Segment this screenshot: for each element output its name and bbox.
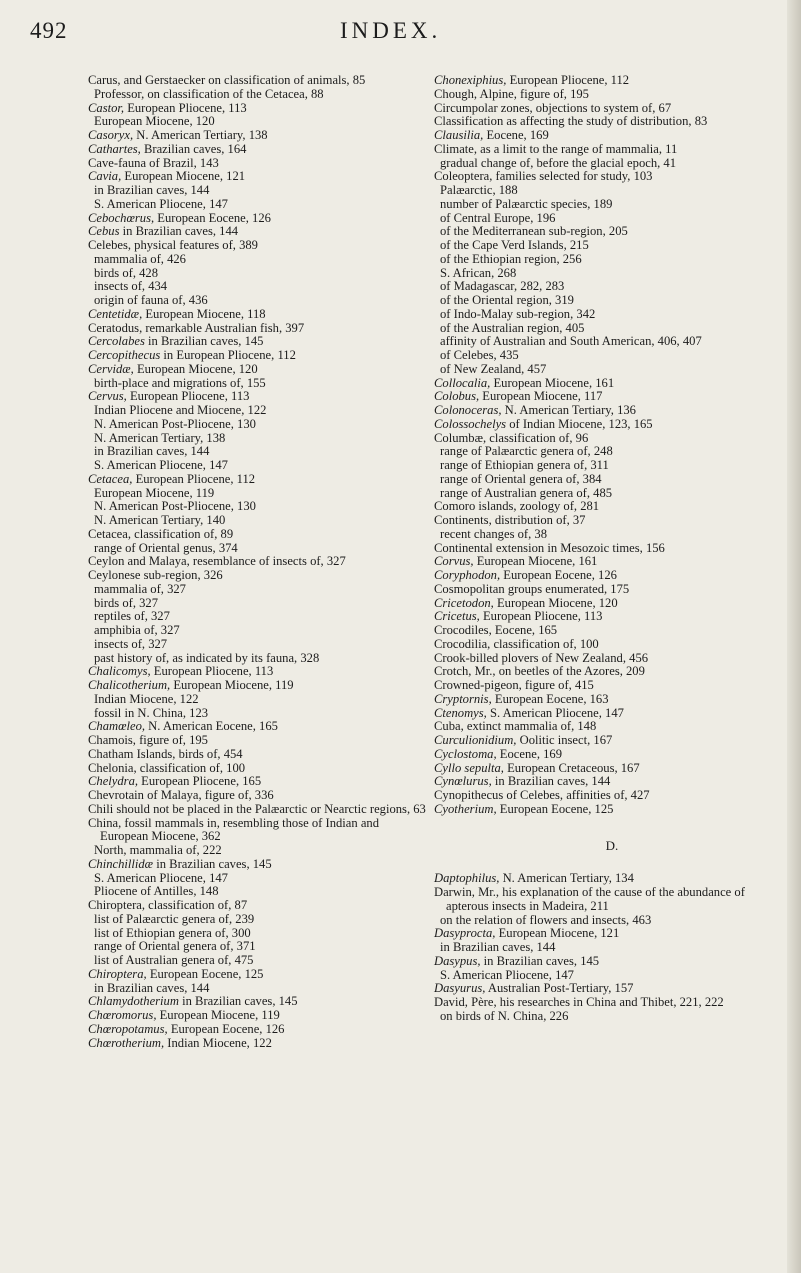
index-entry: Classification as affecting the study of distribution, 83	[434, 114, 708, 129]
index-entry	[88, 349, 428, 363]
index-entry	[88, 335, 428, 349]
index-entry: Indian Miocene, 122	[94, 691, 199, 706]
index-entry-detail: N. American Tertiary, 134	[499, 871, 634, 886]
index-entry-term: Cetacea,	[88, 471, 133, 486]
index-entry-term: Dasyurus,	[434, 981, 486, 996]
index-entry	[88, 212, 428, 226]
index-entry: David, Père, his researches in China and Thibet, 221, 222	[434, 995, 724, 1009]
index-entry	[434, 927, 790, 941]
index-entry: Continents, distribution of, 37	[434, 513, 586, 527]
index-entry	[434, 955, 790, 969]
index-entry: range of Oriental genera of, 384	[440, 471, 602, 486]
index-entry: of the Australian region, 405	[440, 320, 585, 335]
index-entry-detail: European Pliocene, 113	[479, 609, 603, 624]
index-entry: range of Ethiopian genera of, 311	[440, 458, 609, 472]
index-entry-term: Chalicotherium,	[88, 678, 171, 692]
index-entry: on birds of N. China, 226	[440, 1008, 569, 1023]
index-entry-term: Chœropotamus,	[88, 1021, 168, 1036]
page-number: 492	[30, 18, 68, 43]
index-entry-detail: European Eocene, 125	[146, 966, 264, 981]
index-entry-detail: in Brazilian caves, 145	[480, 953, 600, 968]
index-entry-detail: N. American Eocene, 165	[145, 719, 278, 734]
index-entry	[88, 679, 428, 693]
index-entry	[434, 129, 790, 143]
index-entries-c	[434, 74, 790, 817]
index-entries-d	[434, 872, 790, 1023]
index-entry	[88, 720, 428, 734]
index-entry: in Brazilian caves, 144	[440, 940, 556, 954]
index-entry-detail: European Eocene, 163	[491, 691, 609, 706]
index-entry-detail: Eocene, 169	[483, 128, 549, 142]
index-entry	[88, 968, 428, 982]
index-entry: Carus, and Gerstaecker on classification of animals, 85	[88, 73, 366, 87]
index-entry	[434, 693, 790, 707]
index-entry-detail: European Miocene, 119	[156, 1008, 280, 1022]
index-entry-term: Chelydra,	[88, 774, 139, 789]
index-entry: Ceylon and Malaya, resemblance of insects of, 327	[88, 554, 346, 569]
index-entry: reptiles of, 327	[94, 609, 170, 624]
index-entry-term: Chamœleo,	[88, 719, 146, 734]
index-entry: European Miocene, 119	[94, 485, 215, 500]
index-entry-detail: in Brazilian caves, 145	[153, 856, 272, 871]
index-entry	[434, 404, 790, 418]
index-entry-term: Collocalia,	[434, 375, 491, 390]
index-entry-detail: in Brazilian caves, 144	[119, 224, 239, 239]
index-entry	[88, 308, 428, 322]
index-entry-detail: in Brazilian caves, 145	[178, 994, 298, 1009]
index-entry-term: Dasyprocta,	[434, 926, 496, 941]
index-entry: amphibia of, 327	[94, 623, 180, 637]
index-entry: China, fossil mammals in, resembling those of Indian and European Miocene, 362	[88, 815, 380, 844]
index-entry-detail: in Brazilian caves, 145	[144, 334, 264, 349]
index-entry-term: Chiroptera,	[88, 966, 147, 981]
index-entry-detail: Australian Post-Tertiary, 157	[485, 981, 634, 996]
index-entry: range of Oriental genus, 374	[94, 540, 238, 555]
index-entry-detail: in European Pliocene, 112	[160, 348, 296, 362]
index-column-left	[88, 74, 428, 1050]
index-entry: Continental extension in Mesozoic times, 156	[434, 540, 665, 555]
index-entry	[88, 665, 428, 679]
index-entry-detail: European Cretaceous, 167	[503, 760, 640, 775]
index-entry: Climate, as a limit to the range of mammalia, 11	[434, 141, 678, 156]
index-entry-detail: European Eocene, 126	[154, 210, 271, 225]
index-entry-detail: European Pliocene, 165	[138, 774, 262, 789]
index-entry-term: Cyclostoma,	[434, 746, 497, 761]
index-entry: Chelonia, classification of, 100	[88, 760, 246, 775]
index-entry-detail: European Miocene, 161	[473, 554, 598, 569]
index-entry: Chevrotain of Malaya, figure of, 336	[88, 788, 274, 802]
index-entry: European Miocene, 120	[94, 114, 215, 129]
index-entry-detail: European Miocene, 121	[495, 926, 620, 941]
index-entry-term: Cryptornis,	[434, 691, 492, 706]
index-entry: of the Oriental region, 319	[440, 293, 574, 307]
index-entry	[88, 363, 428, 377]
index-entry	[88, 225, 428, 239]
index-entry-detail: European Eocene, 126	[167, 1021, 285, 1036]
index-entry-detail: European Pliocene, 113	[124, 100, 247, 115]
index-entry: Cynopithecus of Celebes, affinities of, 427	[434, 788, 650, 802]
index-entry-term: Castor,	[88, 100, 125, 115]
index-entry: of Central Europe, 196	[440, 210, 556, 225]
index-entry: birth-place and migrations of, 155	[94, 375, 266, 390]
index-entry-term: Cricetus,	[434, 609, 480, 624]
index-entry: range of Australian genera of, 485	[440, 485, 613, 500]
index-entry	[434, 872, 790, 886]
index-entry: Pliocene of Antilles, 148	[94, 884, 219, 899]
index-entry: origin of fauna of, 436	[94, 293, 208, 307]
index-entry-term: Cyotherium,	[434, 801, 497, 816]
index-entry-detail: Eocene, 169	[496, 746, 563, 761]
index-entry-detail: European Miocene, 120	[133, 361, 258, 376]
index-entry-term: Chlamydotherium	[88, 994, 179, 1009]
index-entry: Cuba, extinct mammalia of, 148	[434, 719, 597, 734]
index-entry: of Celebes, 435	[440, 348, 519, 362]
index-entry: Crocodiles, Eocene, 165	[434, 623, 558, 637]
index-entry-term: Cavia,	[88, 169, 122, 184]
index-entry: of Madagascar, 282, 283	[440, 279, 565, 294]
index-entry: Chili should not be placed in the Palæarctic or Nearctic regions, 63	[88, 801, 426, 816]
index-entry: Chiroptera, classification of, 87	[88, 898, 248, 912]
index-entry-detail: European Miocene, 120	[493, 595, 618, 610]
index-entry	[434, 597, 790, 611]
index-entry-term: Colobus,	[434, 389, 480, 404]
index-entry-term: Cebochœrus,	[88, 210, 155, 225]
index-entry: Professor, on classification of the Cetacea, 88	[94, 86, 324, 101]
index-entry-detail: Indian Miocene, 122	[164, 1035, 272, 1050]
index-entry: affinity of Australian and South American, 406, 407	[440, 334, 702, 349]
index-entry: range of Palæarctic genera of, 248	[440, 444, 613, 459]
index-entry: Chough, Alpine, figure of, 195	[434, 86, 589, 101]
page-header	[0, 18, 801, 48]
index-entry	[88, 858, 428, 872]
index-entry-term: Coryphodon,	[434, 568, 501, 582]
index-entry-term: Daptophilus,	[434, 871, 500, 886]
index-entry-term: Chinchillidæ	[88, 856, 154, 871]
index-entry-detail: European Pliocene, 112	[132, 471, 256, 486]
section-letter-d: D.	[605, 837, 619, 853]
index-entry-detail: N. American Tertiary, 136	[501, 403, 636, 417]
index-entry: insects of, 327	[94, 636, 168, 651]
index-entry: N. American Tertiary, 140	[94, 513, 226, 527]
index-entry: Darwin, Mr., his explanation of the cause of the abundance of apterous insects in Madeira, 211	[434, 885, 745, 913]
index-entry	[434, 775, 790, 789]
index-entry: on the relation of flowers and insects, 463	[440, 912, 652, 927]
index-entry: past history of, as indicated by its fauna, 328	[94, 650, 320, 665]
running-head: INDEX.	[340, 18, 442, 43]
index-entry-detail: N. American Tertiary, 138	[133, 128, 268, 142]
index-entry-detail: European Eocene, 125	[496, 801, 614, 816]
index-entry: list of Palæarctic genera of, 239	[94, 911, 255, 926]
index-entry-detail: European Eocene, 126	[500, 568, 617, 582]
index-entry	[88, 170, 428, 184]
index-entry	[434, 377, 790, 391]
index-entry	[434, 762, 790, 776]
index-entry: range of Oriental genera of, 371	[94, 939, 256, 954]
index-entry-term: Cervus,	[88, 389, 127, 404]
index-entry: fossil in N. China, 123	[94, 705, 209, 720]
index-entry-detail: S. American Pliocene, 147	[486, 705, 624, 720]
index-entry-term: Curculionidium,	[434, 733, 517, 747]
index-entry-detail: European Miocene, 121	[121, 169, 246, 184]
index-entry: Circumpolar zones, objections to system of, 67	[434, 100, 672, 115]
index-entry	[434, 803, 790, 817]
index-entry: Indian Pliocene and Miocene, 122	[94, 403, 267, 417]
index-entry-term: Cervidæ,	[88, 361, 134, 376]
index-entry: S. American Pliocene, 147	[94, 458, 228, 472]
index-entry-term: Cebus	[88, 224, 120, 239]
index-entry: number of Palæarctic species, 189	[440, 196, 613, 211]
index-entry-detail: European Pliocene, 112	[506, 73, 630, 87]
index-entry-term: Cyllo sepulta,	[434, 760, 504, 775]
index-entry: N. American Tertiary, 138	[94, 430, 226, 445]
index-entry-detail: European Miocene, 119	[170, 678, 294, 692]
index-entry: birds of, 428	[94, 265, 159, 280]
index-column-right	[434, 74, 790, 1024]
index-entry	[88, 1037, 428, 1051]
index-entry: of the Ethiopian region, 256	[440, 251, 582, 266]
index-entry: in Brazilian caves, 144	[94, 183, 210, 197]
index-entry: Coleoptera, families selected for study, 103	[434, 169, 653, 184]
index-entry: gradual change of, before the glacial epoch, 41	[440, 155, 677, 170]
index-entry: S. American Pliocene, 147	[440, 967, 574, 982]
index-entry-detail: European Miocene, 118	[142, 306, 266, 321]
index-entry-term: Centetidæ,	[88, 306, 143, 321]
index-entry: Cetacea, classification of, 89	[88, 526, 234, 541]
index-entry: Crocodilia, classification of, 100	[434, 636, 599, 651]
index-entry-term: Cathartes,	[88, 141, 141, 156]
index-entry-detail: Oolitic insect, 167	[516, 733, 613, 747]
index-entry	[434, 610, 790, 624]
index-entry: Cosmopolitan groups enumerated, 175	[434, 581, 630, 596]
index-entry: Ceratodus, remarkable Australian fish, 397	[88, 320, 305, 335]
index-entry	[88, 1009, 428, 1023]
index-entry: list of Ethiopian genera of, 300	[94, 925, 251, 940]
index-entry-detail: of Indian Miocene, 123, 165	[506, 416, 653, 431]
index-entry: Chamois, figure of, 195	[88, 733, 208, 747]
index-entry	[434, 74, 790, 88]
index-entry-term: Chœrotherium,	[88, 1035, 165, 1050]
index-entry: Comoro islands, zoology of, 281	[434, 499, 600, 514]
index-entry-term: Ctenomys,	[434, 705, 487, 720]
index-entry-term: Corvus,	[434, 554, 474, 569]
index-entry-detail: European Pliocene, 113	[126, 389, 250, 404]
index-entry: list of Australian genera of, 475	[94, 953, 254, 967]
index-entry-detail: in Brazilian caves, 144	[491, 774, 611, 789]
index-entry	[434, 390, 790, 404]
index-entry-term: Clausilia,	[434, 128, 484, 142]
index-entry	[88, 473, 428, 487]
index-entry	[434, 748, 790, 762]
index-entry-term: Chonexiphius,	[434, 73, 507, 87]
index-entry: mammalia of, 426	[94, 251, 186, 266]
index-entry: North, mammalia of, 222	[94, 843, 222, 857]
index-entry	[88, 775, 428, 789]
index-entry	[88, 1023, 428, 1037]
index-entry: birds of, 327	[94, 595, 159, 610]
index-entry-term: Colonoceras,	[434, 403, 502, 417]
index-entry-detail: European Pliocene, 113	[150, 664, 274, 679]
index-entry-term: Cercopithecus	[88, 348, 161, 362]
index-entry-detail: Brazilian caves, 164	[140, 141, 247, 156]
index-entry	[434, 734, 790, 748]
index-entry: insects of, 434	[94, 279, 168, 294]
index-entry	[434, 707, 790, 721]
index-entry: N. American Post-Pliocene, 130	[94, 499, 256, 514]
index-entry: Palæarctic, 188	[440, 183, 518, 197]
index-entry-term: Chœromorus,	[88, 1008, 157, 1022]
index-entry	[434, 418, 790, 432]
index-entry: Crook-billed plovers of New Zealand, 456	[434, 650, 649, 665]
index-entry: Celebes, physical features of, 389	[88, 238, 258, 252]
index-entry: of the Mediterranean sub-region, 205	[440, 224, 628, 239]
index-entry	[88, 143, 428, 157]
index-entry: S. American Pliocene, 147	[94, 196, 228, 211]
index-entry: Columbæ, classification of, 96	[434, 430, 589, 445]
index-entry-term: Colossochelys	[434, 416, 507, 431]
index-entry: in Brazilian caves, 144	[94, 980, 210, 995]
index-entry-term: Cricetodon,	[434, 595, 494, 610]
index-entry-term: Casoryx,	[88, 128, 134, 142]
index-entry-term: Cercolabes	[88, 334, 145, 349]
index-entry: Cave-fauna of Brazil, 143	[88, 155, 219, 170]
index-entry: in Brazilian caves, 144	[94, 444, 210, 459]
index-entry: recent changes of, 38	[440, 526, 547, 541]
index-entry: Crotch, Mr., on beetles of the Azores, 209	[434, 664, 645, 679]
index-entry: Chatham Islands, birds of, 454	[88, 746, 243, 761]
index-entry: Crowned-pigeon, figure of, 415	[434, 678, 594, 692]
index-entry	[88, 390, 428, 404]
index-entry-detail: European Miocene, 161	[490, 375, 615, 390]
index-entry	[88, 995, 428, 1009]
index-entry	[434, 982, 790, 996]
index-entry	[88, 102, 428, 116]
index-entry-detail: European Miocene, 117	[479, 389, 603, 404]
index-entry: of the Cape Verd Islands, 215	[440, 238, 589, 252]
index-entry	[434, 569, 790, 583]
index-entry	[88, 129, 428, 143]
index-entry: of New Zealand, 457	[440, 361, 547, 376]
index-entry: of Indo-Malay sub-region, 342	[440, 306, 596, 321]
index-entry: S. American Pliocene, 147	[94, 870, 228, 885]
index-entry: mammalia of, 327	[94, 581, 186, 596]
index-entry	[434, 555, 790, 569]
index-entry-term: Cynœlurus,	[434, 774, 492, 789]
index-entry-term: Chalicomys,	[88, 664, 151, 679]
index-entry-term: Dasypus,	[434, 953, 481, 968]
index-entry: N. American Post-Pliocene, 130	[94, 416, 256, 431]
index-entry: S. African, 268	[440, 265, 517, 280]
index-entry: Ceylonese sub-region, 326	[88, 568, 223, 582]
